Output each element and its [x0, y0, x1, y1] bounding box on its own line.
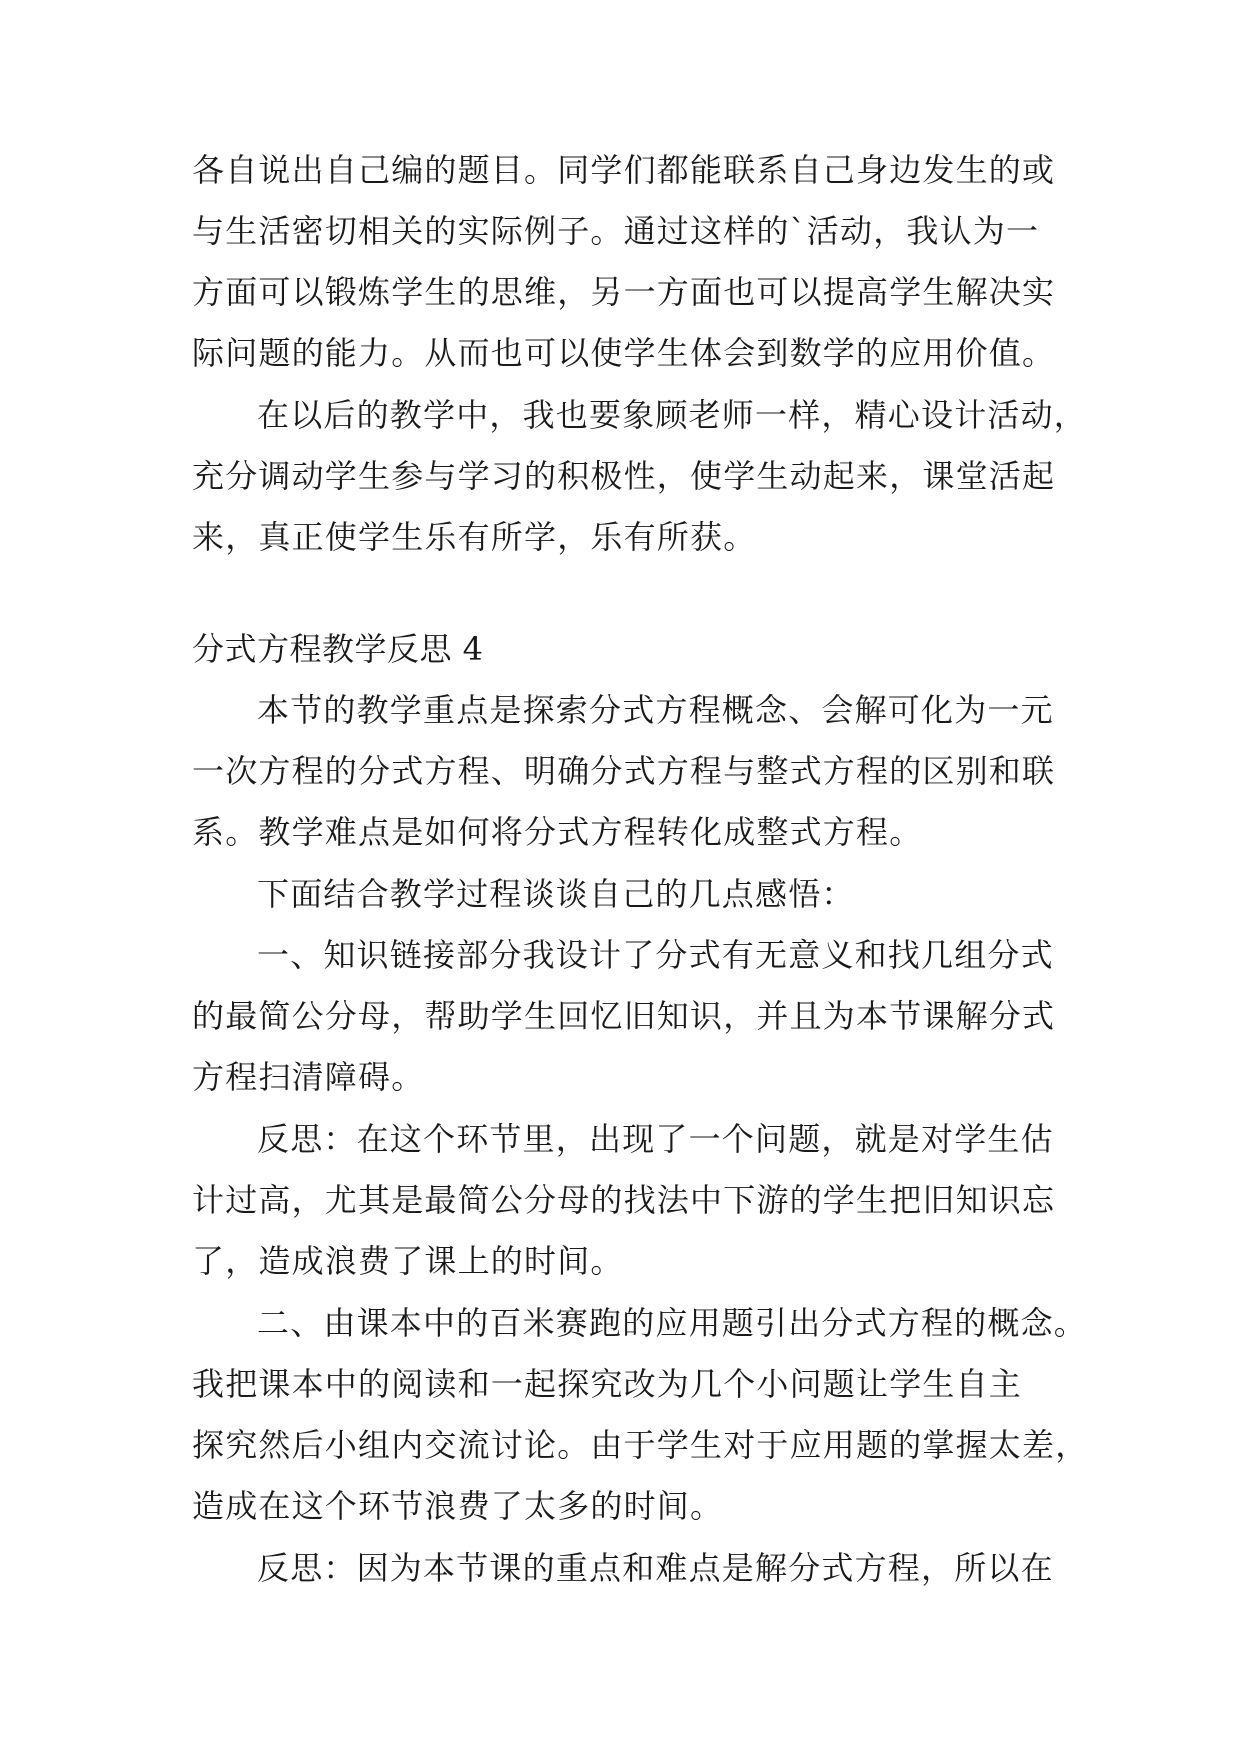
text-line: 一次方程的分式方程、明确分式方程与整式方程的区别和联 — [192, 752, 1056, 790]
text-line: 反思：在这个环节里，出现了一个问题，就是对学生估 — [257, 1120, 1054, 1158]
text-line: 探究然后小组内交流讨论。由于学生对于应用题的掌握太差， — [192, 1426, 1089, 1464]
text-line: 方程扫清障碍。 — [192, 1058, 425, 1096]
text-line: 在以后的教学中，我也要象顾老师一样，精心设计活动， — [257, 396, 1088, 434]
text-line: 方面可以锻炼学生的思维，另一方面也可以提高学生解决实 — [192, 273, 1056, 311]
text-line: 造成在这个环节浪费了太多的时间。 — [192, 1487, 724, 1525]
text-line: 来，真正使学生乐有所学，乐有所获。 — [192, 518, 757, 556]
text-line: 本节的教学重点是探索分式方程概念、会解可化为一元 — [257, 691, 1054, 729]
text-line: 我把课本中的阅读和一起探究改为几个小问题让学生自主 — [192, 1365, 1023, 1403]
text-line: 了，造成浪费了课上的时间。 — [192, 1242, 624, 1280]
text-line: 反思：因为本节课的重点和难点是解分式方程，所以在 — [257, 1549, 1054, 1587]
text-line: 一、知识链接部分我设计了分式有无意义和找几组分式 — [257, 936, 1054, 974]
section-heading: 分式方程教学反思 4 — [192, 630, 484, 668]
text-line: 的最简公分母，帮助学生回忆旧知识，并且为本节课解分式 — [192, 997, 1056, 1035]
text-line: 二、由课本中的百米赛跑的应用题引出分式方程的概念。 — [257, 1304, 1088, 1342]
text-line: 与生活密切相关的实际例子。通过这样的`活动，我认为一 — [192, 212, 1040, 250]
text-line: 系。教学难点是如何将分式方程转化成整式方程。 — [192, 813, 923, 851]
text-line: 各自说出自己编的题目。同学们都能联系自己身边发生的或 — [192, 151, 1056, 189]
text-line: 下面结合教学过程谈谈自己的几点感悟： — [257, 875, 855, 913]
text-line: 际问题的能力。从而也可以使学生体会到数学的应用价值。 — [192, 334, 1056, 372]
text-line: 充分调动学生参与学习的积极性，使学生动起来，课堂活起 — [192, 457, 1056, 495]
text-line: 计过高，尤其是最简公分母的找法中下游的学生把旧知识忘 — [192, 1181, 1056, 1219]
